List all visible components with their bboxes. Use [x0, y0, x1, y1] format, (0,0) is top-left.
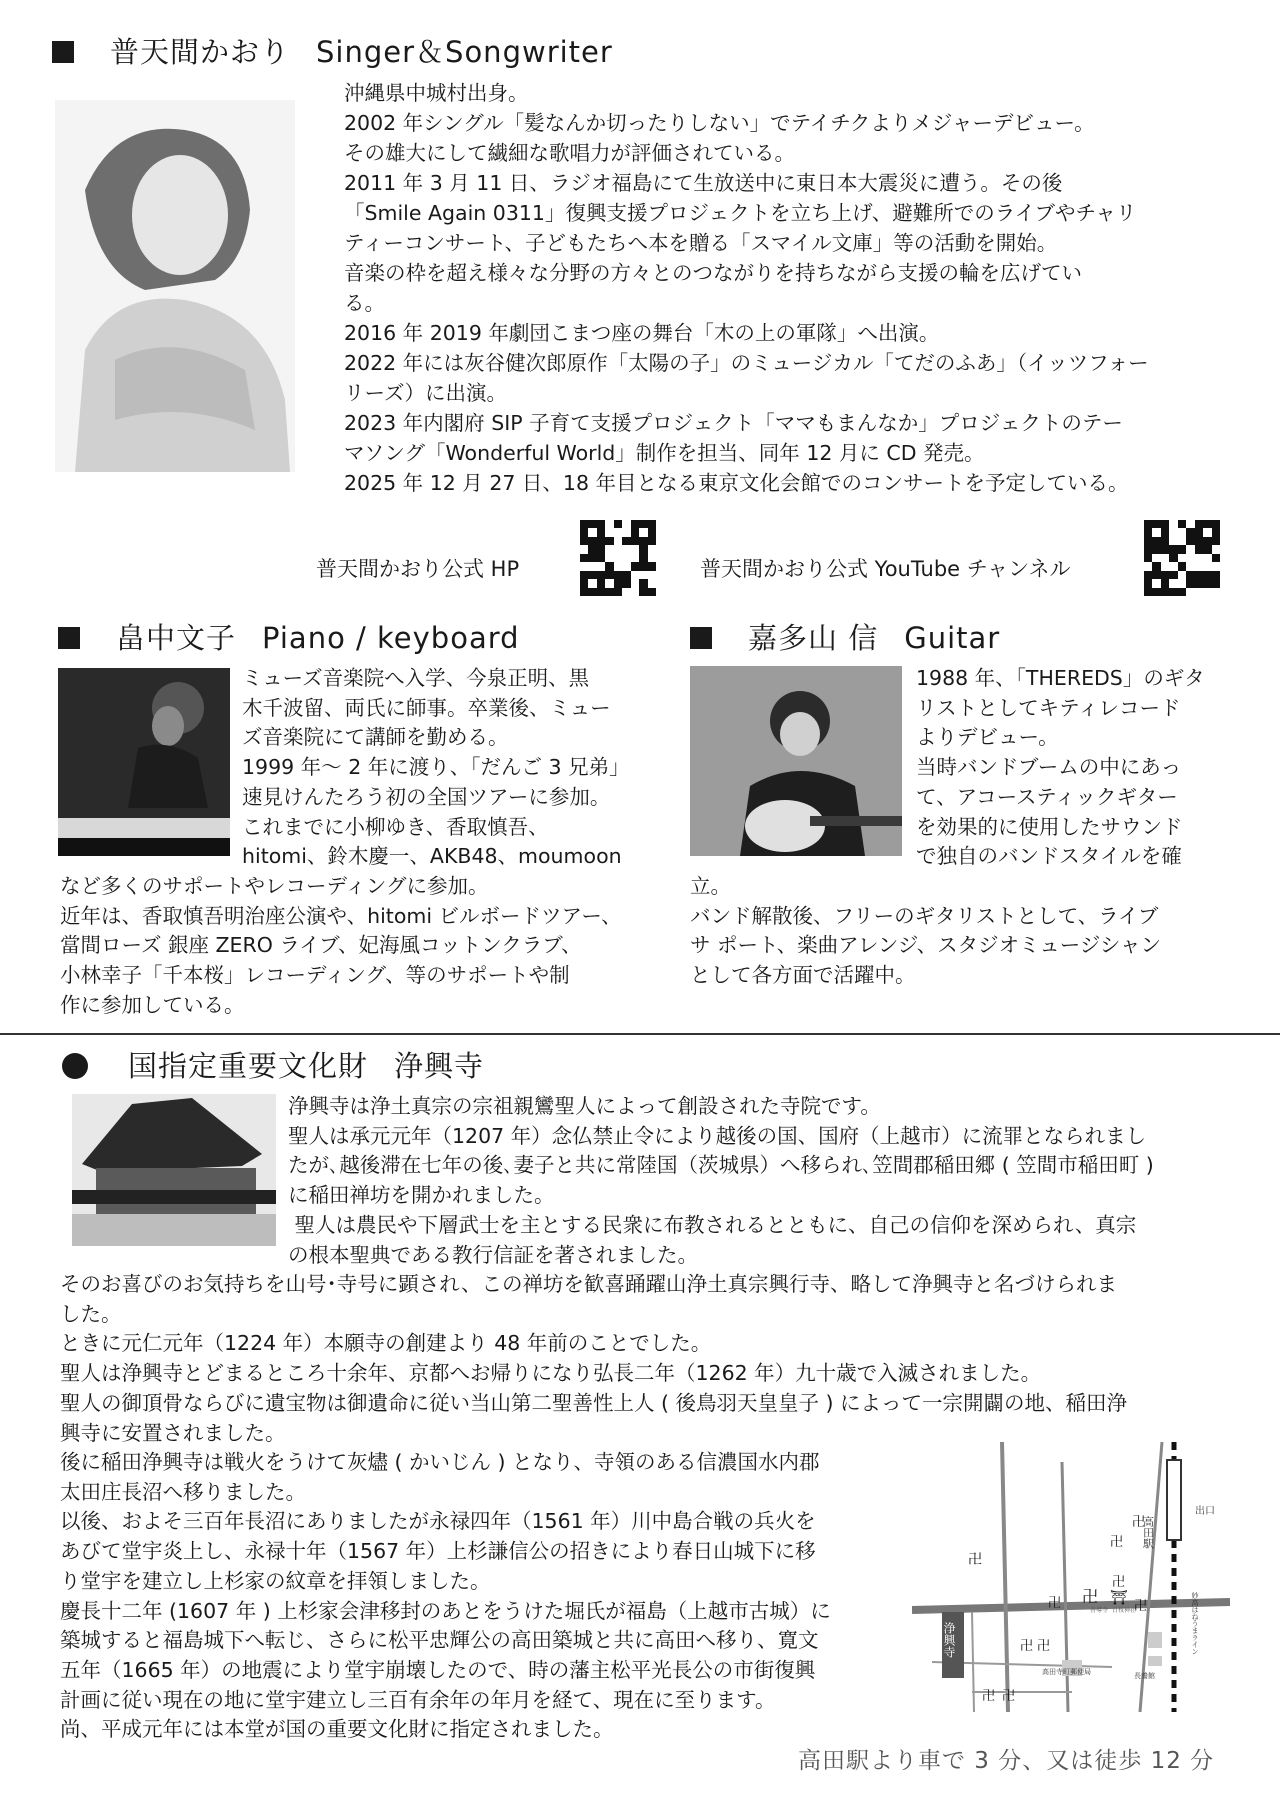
square-bullet-icon [52, 41, 74, 63]
access-caption: 高田駅より車で 3 分、又は徒歩 12 分 [798, 1748, 1215, 1774]
temple-line: に稲田禅坊を開かれました。 [288, 1183, 555, 1208]
temple-symbol-icon: 卍 [968, 1552, 982, 1568]
temple-symbol-icon: 卍 [1132, 1515, 1146, 1530]
singer-heading [52, 30, 613, 71]
bio-line: 作に参加している。 [60, 992, 245, 1017]
bio-line: 1988 年、「THEREDS」のギタ [916, 666, 1205, 690]
singer-role: Singer＆Songwriter [316, 35, 613, 69]
temple-line: 後に稲田浄興寺は戦火をうけて灰燼 ( かいじん ) となり、寺領のある信濃国水内郡 [60, 1450, 820, 1474]
bio-line: 2022 年には灰谷健次郎原作「太陽の子」のミュージカル「てだのふあ」（イッツフォー [344, 351, 1149, 375]
bio-line: 2011 年 3 月 11 日、ラジオ福島にて生放送中に東日本大震災に遭う。その後 [344, 171, 1063, 195]
temple-symbol-icon: 卍 [1020, 1639, 1034, 1654]
singer-name: 普天間かおり [110, 35, 291, 69]
pianist-heading [58, 616, 520, 657]
pianist-photo [58, 668, 230, 856]
square-bullet-icon [690, 627, 712, 649]
temple-heading-label: 国指定重要文化財 [128, 1049, 369, 1083]
guitarist-role: Guitar [904, 621, 1001, 655]
singer-bio [344, 78, 1244, 498]
pianist-bio-below [60, 872, 660, 1021]
bio-line: マソング「Wonderful World」制作を担当、同年 12 月に CD 発売。 [344, 441, 985, 465]
bio-line: リストとしてキティレコード [916, 695, 1181, 720]
bio-line: これまでに小柳ゆき、香取慎吾、 [242, 814, 549, 839]
bio-line: を効果的に使用したサウンド [916, 814, 1183, 839]
access-map [912, 1442, 1230, 1712]
temple-heading [62, 1044, 484, 1085]
bio-line: 2016 年 2019 年劇団こまつ座の舞台「木の上の軍隊」へ出演。 [344, 321, 940, 345]
bio-line: 當間ローズ 銀座 ZERO ライブ、妃海風コットンクラブ、 [60, 933, 582, 958]
bio-line: 近年は、香取慎吾明治座公演や、hitomi ビルボードツアー、 [60, 903, 622, 928]
temple-symbol-icon: 卍 [982, 1689, 996, 1704]
map-exit: 出口 [1195, 1506, 1215, 1517]
guitarist-name: 嘉多山 信 [748, 621, 879, 655]
shrine-torii-icon: 卍 [1082, 1587, 1099, 1606]
youtube-qr-code[interactable] [1144, 520, 1220, 596]
bio-line: 沖縄県中城村出身。 [344, 81, 529, 105]
temple-symbol-icon: 卍 [1110, 1535, 1124, 1550]
bio-line: hitomi、鈴木慶一、AKB48、moumoon [242, 844, 622, 869]
guitarist-bio-beside [916, 664, 1256, 872]
temple-line: 築城すると福島城下へ転じ、さらに松平忠輝公の高田築城と共に高田へ移り、寛文 [60, 1628, 819, 1653]
bio-line: 1999 年～ 2 年に渡り、「だんご 3 兄弟」 [242, 755, 630, 780]
temple-line: 興寺に安置されました。 [60, 1420, 286, 1445]
pianist-bio-beside [242, 664, 662, 872]
singer-photo [55, 100, 295, 472]
temple-line: 尚、平成元年には本堂が国の重要文化財に指定されました。 [60, 1717, 614, 1742]
temple-line: 五年（1665 年）の地震により堂宇崩壊したので、時の藩主松平光長公の市街復興 [60, 1657, 816, 1682]
temple-line: の根本聖典である教行信証を著されました。 [288, 1242, 698, 1267]
temple-line: たが､越後滞在七年の後､妻子と共に常陸国（茨城県）へ移られ､笠間郡稲田郷 ( 笠間市稲田町 ) [288, 1153, 1154, 1178]
map-post-office: 高田寺町郵便局 [1042, 1668, 1091, 1676]
bio-line: 「Smile Again 0311」復興支援プロジェクトを立ち上げ、避難所でのライブやチャリ [344, 201, 1137, 225]
temple-name: 浄興寺 [394, 1049, 485, 1083]
bio-line: で独自のバンドスタイルを確 [916, 844, 1182, 869]
map-temple: 浄興寺 [942, 1622, 956, 1658]
bio-line: ズ音楽院にて講師を勤める。 [242, 725, 509, 750]
temple-line: 以後、およそ三百年長沼にありましたが永禄四年（1561 年）川中島合戦の兵火を [60, 1509, 816, 1534]
map-temple-small: 善導寺 [1090, 1607, 1109, 1614]
bio-line: その雄大にして繊細な歌唱力が評価されている。 [344, 141, 795, 165]
temple-text-narrow [60, 1448, 900, 1745]
temple-line: あびて堂宇炎上し、永禄十年（1567 年）上杉謙信公の招きにより春日山城下に移 [60, 1539, 816, 1564]
temple-line: り堂宇を建立し上杉家の紋章を拝領しました。 [60, 1568, 491, 1593]
temple-symbol-icon: 卍 [1112, 1575, 1126, 1590]
bio-line: ミューズ音楽院へ入学、今泉正明、黒 [242, 666, 590, 690]
map-shrine: 日枝神社 [1112, 1607, 1137, 1614]
hp-qr-code[interactable] [580, 520, 656, 596]
bio-line: 速見けんたろう初の全国ツアーに参加。 [242, 784, 611, 809]
temple-line: 聖人は承元元年（1207 年）念仏禁止令により越後の国、国府（上越市）に流罪となられまし [288, 1123, 1147, 1148]
bio-line: リーズ）に出演。 [344, 381, 507, 405]
bio-line: バンド解散後、フリーのギタリストとして、ライブ [690, 903, 1159, 928]
bio-line: 小林幸子「千本桜」レコーディング、等のサポートや制 [60, 963, 570, 988]
temple-line: 計画に従い現在の地に堂宇建立し三百有余年の年月を経て、現在に至ります。 [60, 1687, 776, 1712]
square-bullet-icon [58, 627, 80, 649]
bio-line: 2002 年シングル「髪なんか切ったりしない」でテイチクよりメジャーデビュー。 [344, 111, 1095, 135]
hp-link-label[interactable]: 普天間かおり公式 HP [316, 557, 520, 581]
map-other: 長養館 [1134, 1672, 1155, 1680]
bio-line: 2025 年 12 月 27 日、18 年目となる東京文化会館でのコンサートを予定している。 [344, 471, 1129, 495]
pianist-name: 畠中文子 [116, 621, 237, 655]
guitarist-bio-below [690, 872, 1270, 991]
bio-line: サ ポート、楽曲アレンジ、スタジオミュージシャン [690, 933, 1161, 958]
bio-line: 2023 年内閣府 SIP 子育て支援プロジェクト「ママもまんなか」プロジェクトのテー [344, 411, 1123, 435]
temple-line: 太田庄長沼へ移りました。 [60, 1479, 306, 1504]
bio-line: など多くのサポートやレコーディングに参加。 [60, 874, 489, 898]
temple-symbol-icon: 卍 [1048, 1596, 1062, 1611]
guitarist-photo [690, 666, 902, 856]
bio-line: ティーコンサート、子どもたちへ本を贈る「スマイル文庫」等の活動を開始。 [344, 231, 1058, 255]
pianist-role: Piano / keyboard [262, 621, 520, 655]
shrine-torii-icon: ⛩ [1110, 1590, 1128, 1606]
bio-line: 木千波留、両氏に師事。卒業後、ミュー [242, 695, 611, 720]
temple-line: ときに元仁元年（1224 年）本願寺の創建より 48 年前のことでした。 [60, 1331, 712, 1356]
temple-photo [72, 1094, 276, 1246]
temple-line: 浄興寺は浄土真宗の宗祖親鸞聖人によって創設された寺院です。 [288, 1094, 881, 1118]
temple-line: した。 [60, 1301, 122, 1326]
temple-line: 慶長十二年 (1607 年 ) 上杉家会津移封のあとをうけた堀氏が福島（上越市古城）に [60, 1598, 831, 1623]
map-station: 高田駅 [1141, 1516, 1155, 1549]
temple-symbol-icon: 卍 [1037, 1639, 1051, 1654]
youtube-link-label[interactable]: 普天間かおり公式 YouTube チャンネル [700, 557, 1071, 581]
temple-symbol-icon: 卍 [1002, 1689, 1016, 1704]
temple-symbol-icon: 卍 [1134, 1599, 1148, 1614]
map-street: 妙高はねうまライン [1191, 1592, 1199, 1655]
temple-line: 聖人は浄興寺とどまるところ十余年、京都へお帰りになり弘長二年（1262 年）九十歳で入滅されました。 [60, 1361, 1042, 1386]
bio-line: て、アコースティックギター [916, 784, 1178, 809]
circle-bullet-icon [62, 1053, 88, 1079]
guitarist-heading [690, 616, 1000, 657]
temple-text-full [60, 1270, 1260, 1448]
bio-line: 当時バンドブームの中にあっ [916, 755, 1182, 780]
bio-line: 音楽の枠を超え様々な分野の方々とのつながりを持ちながら支援の輪を広げてい [344, 261, 1082, 285]
temple-line: そのお喜びのお気持ちを山号･寺号に顕され、この禅坊を歓喜踊躍山浄土真宗興行寺、略して浄興寺と名づけられま [60, 1272, 1117, 1296]
temple-text-beside [288, 1092, 1248, 1270]
bio-line: 立。 [690, 874, 731, 898]
bio-line: として各方面で活躍中。 [690, 963, 916, 988]
temple-line: 聖人の御頂骨ならびに遺宝物は御遺命に従い当山第二聖善性上人 ( 後鳥羽天皇皇子 ) によって一宗開闢の地、稲田浄 [60, 1390, 1128, 1415]
bio-line: る。 [344, 291, 385, 315]
temple-line: 聖人は農民や下層武士を主とする民衆に布教されるとともに、自己の信仰を深められ、真宗 [288, 1212, 1137, 1237]
section-divider [0, 1033, 1280, 1035]
bio-line: よりデビュー。 [916, 725, 1059, 750]
